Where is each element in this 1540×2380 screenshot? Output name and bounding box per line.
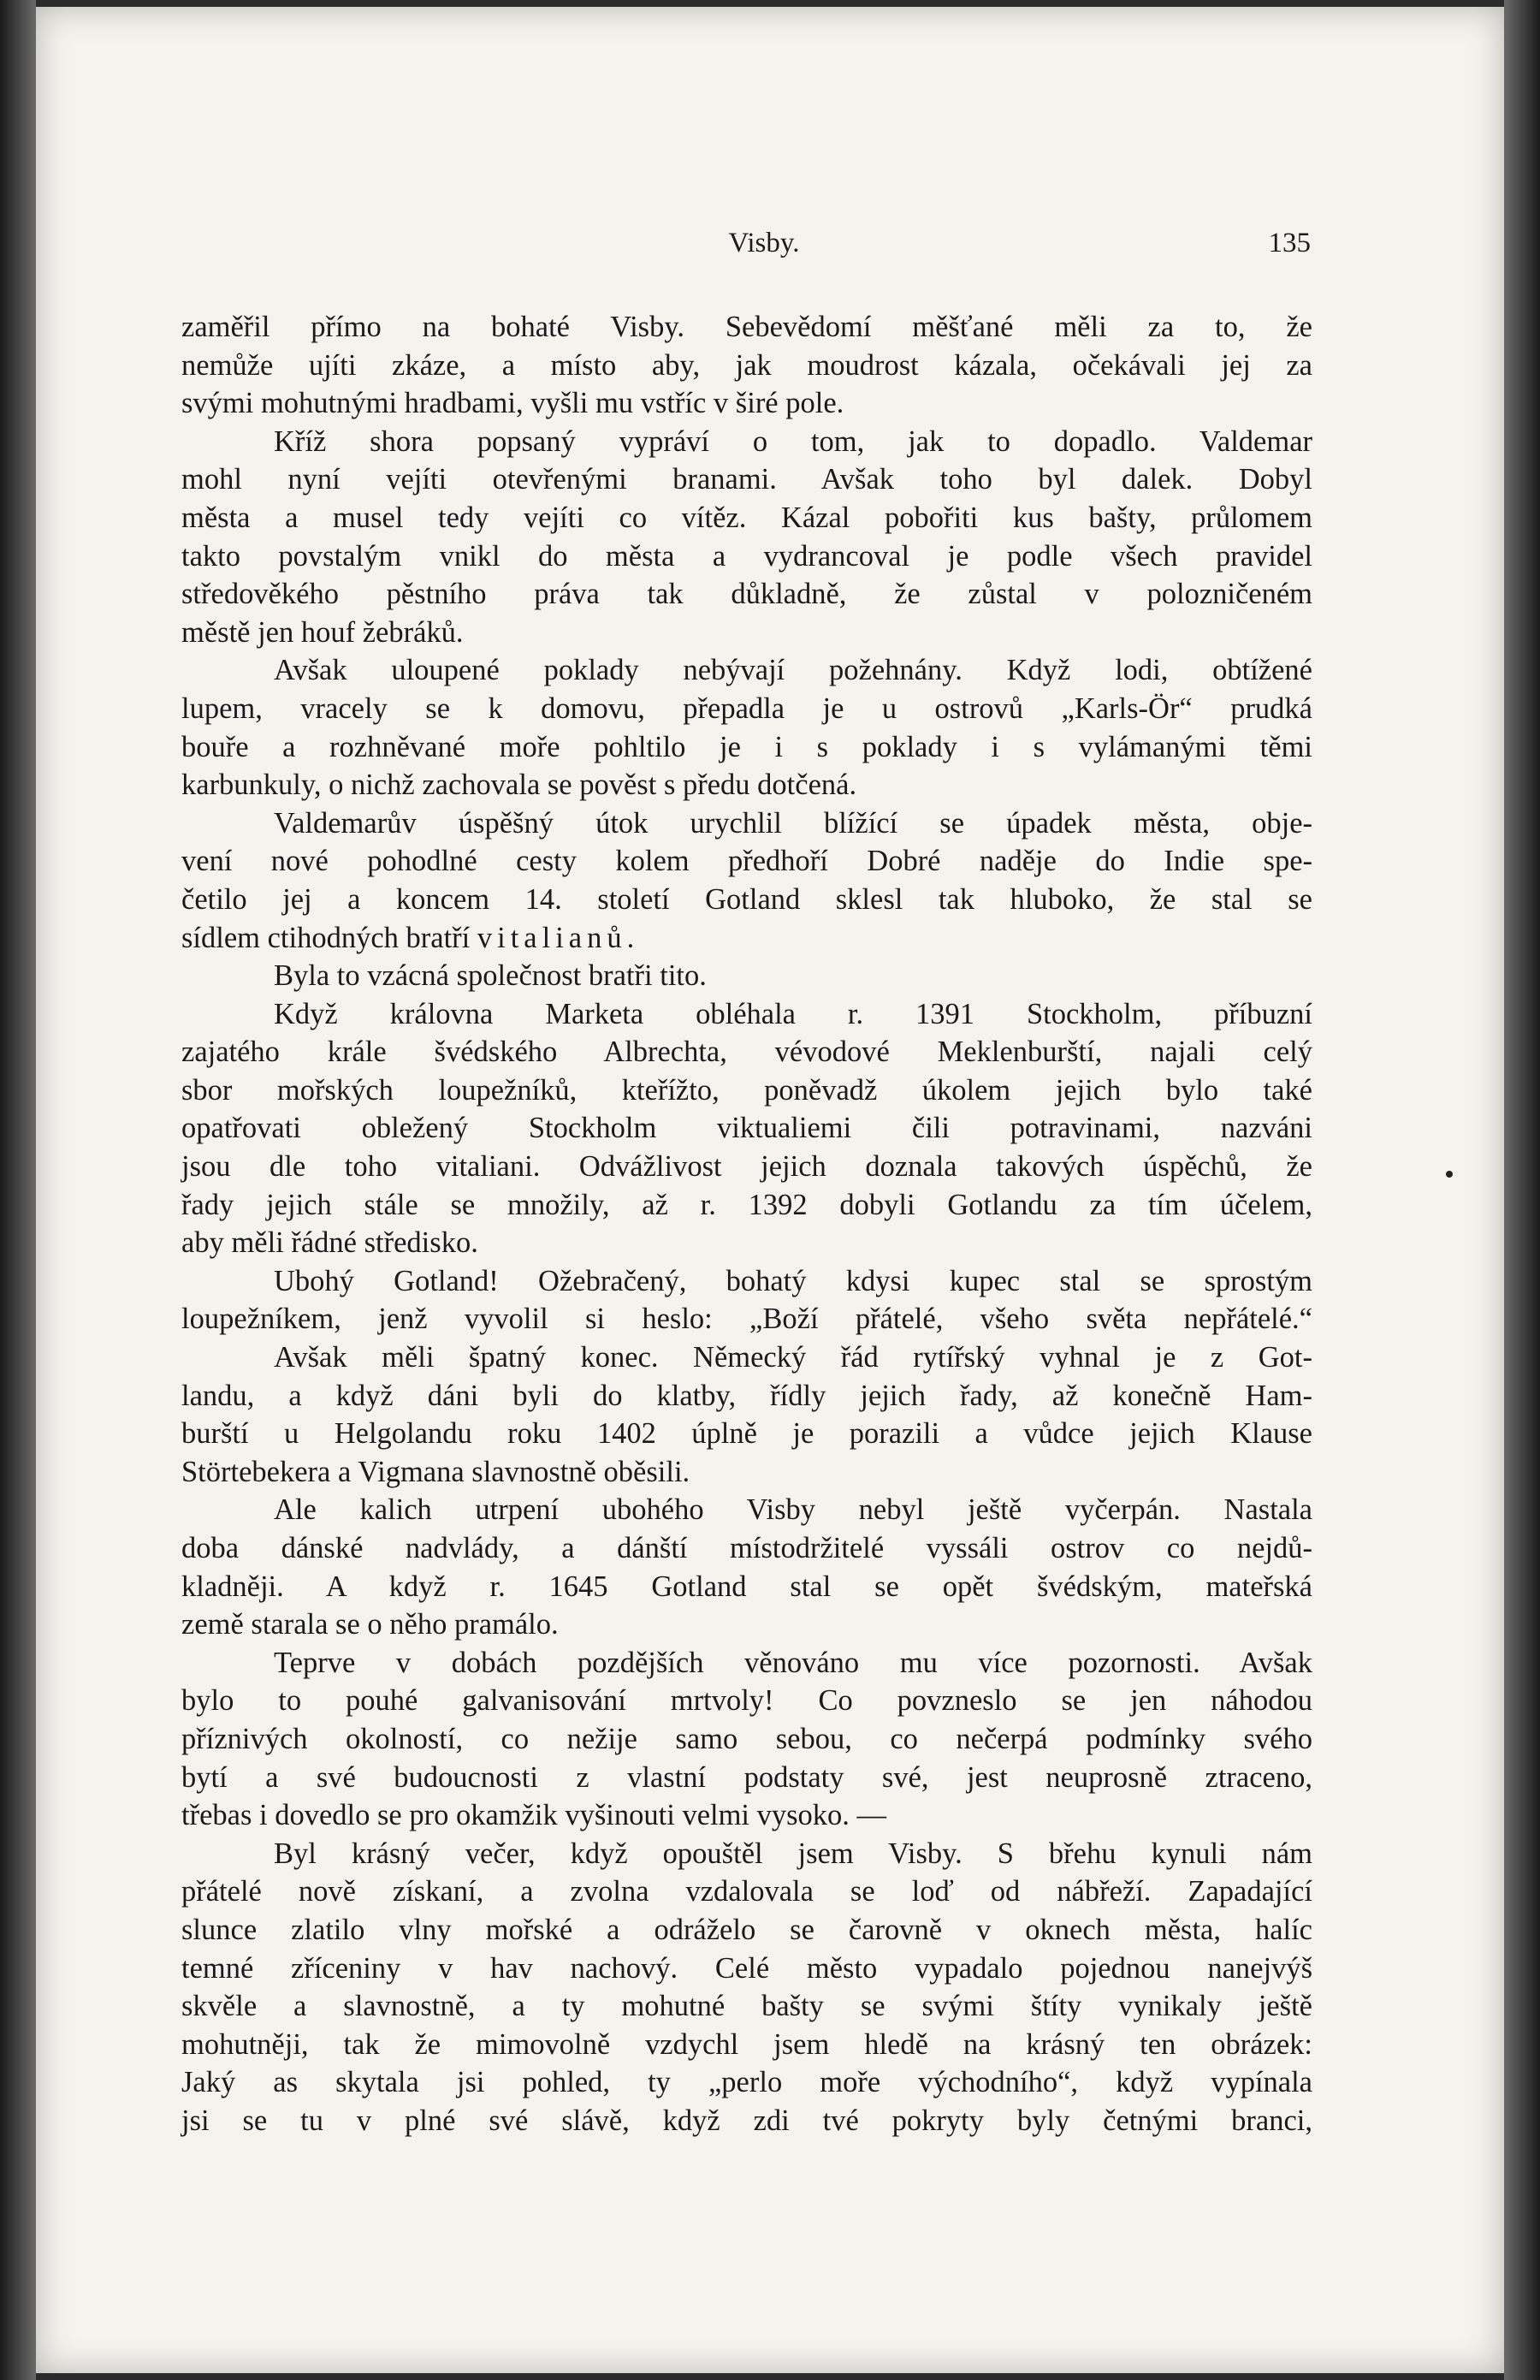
text-line: Avšak měli špatný konec. Německý řád rytířský vyhnal je z Got- [274,1341,1312,1374]
text-line: Byl krásný večer, když opouštěl jsem Visby. S břehu kynuli nám [274,1837,1312,1870]
text-line: bouře a rozhněvané moře pohltilo je i s poklady i s vylámanými těmi [181,730,1312,763]
text-line: lupem, vracely se k domovu, přepadla je u ostrovů „Karls-Ör“ prudká [181,691,1312,725]
text-line: Störtebekera a Vigmana slavnostně oběsili. [181,1455,690,1488]
text-line: jsou dle toho vitaliani. Odvážlivost jejich doznala takových úspěchů, že [181,1150,1312,1184]
text-line-part: sídlem ctihodných bratří [181,921,477,954]
text-line: městě jen houf žebráků. [181,615,464,649]
text-line: zaměřil přímo na bohaté Visby. Sebevědomí měšťané měli za to, že [181,311,1312,343]
spaced-term: vitalianů [477,921,627,954]
text-line: četilo jej a koncem 14. století Gotland sklesl tak hluboko, že stal se [181,882,1312,916]
text-line: mohutněji, tak že mimovolně vzdychl jsem hledě na krásný ten obrázek: [181,2027,1312,2061]
text-line: nemůže ujíti zkáze, a místo aby, jak moudrost kázala, očekávali jej za [181,348,1312,382]
text-line: města a musel tedy vejíti co vítěz. Kázal pobořiti kus bašty, průlomem [181,501,1312,534]
running-head [217,228,1311,270]
text-line: kladněji. A když r. 1645 Gotland stal se opět švédským, mateřská [181,1570,1312,1603]
text-line: burští u Helgolandu roku 1402 úplně je porazili a vůdce jejich Klause [181,1417,1312,1451]
text-line: země starala se o něho pramálo. [181,1608,559,1641]
text-line: sbor mořských loupežníků, kteřížto, poněvadž úkolem jejich bylo také [181,1073,1312,1107]
text-line: Teprve v dobách pozdějších věnováno mu více pozornosti. Avšak [274,1646,1312,1679]
text-line [181,919,1312,958]
running-title: Visby. [728,228,800,258]
text-line: Avšak uloupené poklady nebývají požehnány. Když lodi, obtížené [274,654,1312,687]
text-line: přátelé nově získaní, a zvolna vzdalovala se loď od nábřeží. Zapadající [181,1875,1312,1908]
text-line: mohl nyní vejíti otevřenými branami. Avšak toho byl dalek. Dobyl [181,463,1312,496]
text-line: Když královna Marketa obléhala r. 1391 Stockholm, příbuzní [274,997,1312,1030]
text-line: aby měli řádné středisko. [181,1226,478,1260]
text-line: Byla to vzácná společnost bratři tito. [274,959,707,993]
text-line: Kříž shora popsaný vypráví o tom, jak to dopadlo. Valdemar [274,424,1312,458]
text-line: bytí a své budoucnosti z vlastní podstaty své, jest neuprosně ztraceno, [181,1760,1312,1794]
text-line: Ale kalich utrpení ubohého Visby nebyl ještě vyčerpán. Nastala [274,1493,1312,1527]
text-line: landu, a když dáni byli do klatby, řídly jejich řady, až konečně Ham- [181,1379,1312,1412]
book-page [36,7,1504,2373]
text-line: středověkého pěstního práva tak důkladně, že zůstal v polozničeném [181,578,1312,611]
body-text [181,308,1312,2140]
text-line: bylo to pouhé galvanisování mrtvoly! Co povzneslo se jen náhodou [181,1684,1312,1718]
text-line: jsi se tu v plné své slávě, když zdi tvé pokryty byly četnými branci, [181,2104,1312,2137]
text-line: temné zříceniny v hav nachový. Celé město vypadalo pojednou nanejvýš [181,1951,1312,1985]
text-line: vení nové pohodlné cesty kolem předhoří Dobré naděje do Indie spe- [181,845,1312,878]
text-line: zajatého krále švédského Albrechta, vévodové Meklenburští, najali celý [181,1036,1312,1069]
text-line: skvěle a slavnostně, a ty mohutné bašty se svými štíty vynikaly ještě [181,1990,1312,2023]
text-line: takto povstalým vnikl do města a vydrancoval je podle všech pravidel [181,539,1312,573]
text-line-part: . [626,921,635,954]
text-line: Ubohý Gotland! Ožebračený, bohatý kdysi kupec stal se sprostým [274,1264,1312,1297]
text-line: Jaký as skytala jsi pohled, ty „perlo moře východního“, když vypínala [181,2066,1312,2099]
text-line: třebas i dovedlo se pro okamžik vyšinouti velmi vysoko. — [181,1799,887,1832]
text-line: Valdemarův úspěšný útok urychlil blížící se úpadek města, obje- [274,806,1312,840]
text-line: karbunkuly, o nichž zachovala se pověst s předu dotčená. [181,769,857,802]
text-line: opatřovati obležený Stockholm viktualiemi čili potravinami, nazváni [181,1112,1312,1145]
margin-mark [1446,1171,1453,1178]
text-line: doba dánské nadvlády, a dánští místodržitelé vyssáli ostrov co nejdů- [181,1532,1312,1564]
text-line: loupežníkem, jenž vyvolil si heslo: „Boží přátelé, všeho světa nepřátelé.“ [181,1303,1312,1336]
scan-edge-left [0,0,36,2380]
text-line: příznivých okolností, co nežije samo sebou, co nečerpá podmínky svého [181,1722,1312,1755]
text-line: slunce zlatilo vlny mořské a odráželo se čarovně v oknech města, halíc [181,1913,1312,1946]
page-number: 135 [1268,228,1311,258]
text-line: svými mohutnými hradbami, vyšli mu vstříc v širé pole. [181,387,844,420]
scan-edge-right [1504,0,1540,2380]
text-line: řady jejich stále se množily, až r. 1392 dobyli Gotlandu za tím účelem, [181,1188,1312,1221]
